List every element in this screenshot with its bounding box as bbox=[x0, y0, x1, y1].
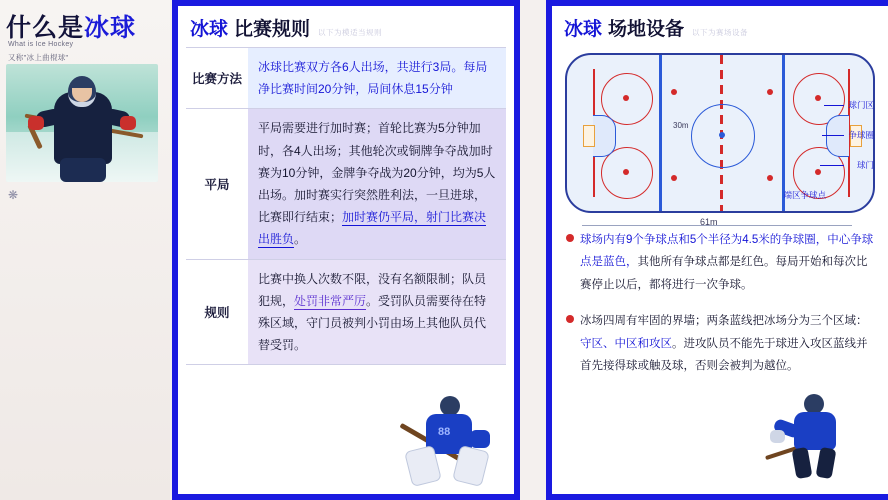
rink-faceoff-dot bbox=[815, 169, 821, 175]
skater-leg-right bbox=[816, 447, 837, 479]
bullet-text bbox=[580, 310, 874, 377]
rule-body bbox=[248, 260, 506, 365]
bullet-text-part: 区域： bbox=[833, 315, 868, 328]
rink-faceoff-dot bbox=[815, 95, 821, 101]
subtitle-chinese: 又称"冰上曲棍球" bbox=[8, 53, 69, 62]
rink-faceoff-dot bbox=[767, 89, 773, 95]
bullet-text-part: 其他所有争球点都是红色。每 bbox=[637, 256, 787, 269]
goalie-glove bbox=[470, 430, 490, 448]
rule-text-line: 殊区域，守门员被判小罚由场上其他队员代 bbox=[258, 315, 487, 330]
bullet-text-part: 入攻区蓝线并首先接得球或触及球， bbox=[580, 337, 868, 373]
callout-leader-line bbox=[824, 105, 844, 106]
rules-heading bbox=[178, 6, 514, 45]
rink-surface bbox=[565, 53, 875, 213]
venue-panel-inner bbox=[552, 6, 888, 494]
rink-goal-crease bbox=[826, 115, 849, 157]
list-item bbox=[566, 229, 874, 296]
skater-jersey bbox=[794, 412, 836, 450]
subtitle-english: What is Ice Hockey bbox=[8, 41, 74, 48]
skater-glove bbox=[770, 430, 785, 443]
rules-panel bbox=[172, 0, 520, 500]
goalie-illustration bbox=[400, 396, 496, 488]
callout-faceoff-circle: 争球圈 bbox=[848, 130, 874, 140]
rule-label: 规则 bbox=[186, 260, 248, 365]
bullet-text-part: 守区、中区和攻区 bbox=[580, 337, 672, 350]
skater-leg-left bbox=[792, 447, 813, 479]
rule-text-highlight: 比赛决出胜负 bbox=[258, 210, 487, 247]
callout-leader-line bbox=[822, 135, 844, 136]
page-title bbox=[6, 8, 136, 44]
rule-body bbox=[248, 109, 506, 258]
rules-heading-dark: 比赛规则 bbox=[234, 19, 311, 40]
rules-heading-note: 以下为模适当规则 bbox=[318, 28, 383, 37]
venue-panel bbox=[546, 0, 888, 500]
rink-faceoff-dot bbox=[623, 169, 629, 175]
rule-text-line: 犯规， bbox=[258, 293, 295, 308]
goalie-helmet bbox=[440, 396, 460, 416]
table-row bbox=[186, 109, 506, 259]
left-intro-panel bbox=[0, 0, 170, 500]
photo-glove-left bbox=[28, 116, 44, 130]
table-row bbox=[186, 260, 506, 366]
rule-text-line: 为5人出场。加时赛实行突然胜利法，一旦 bbox=[258, 165, 496, 202]
bullet-text-part: 否则会被判为越位。 bbox=[695, 360, 799, 373]
venue-heading bbox=[552, 6, 888, 45]
photo-glove-right bbox=[120, 116, 136, 130]
rink-faceoff-dot bbox=[767, 175, 773, 181]
bullet-text-part: 局开始和每次比赛停止以后，都将进行一次争球。 bbox=[580, 256, 868, 291]
rink-goal-crease bbox=[593, 115, 616, 157]
rule-text-line: 冰球比赛双方各6人出场，共进行3局。每局 bbox=[258, 60, 488, 74]
hockey-player-photo bbox=[6, 64, 158, 182]
rink-center-faceoff-dot bbox=[719, 132, 725, 138]
rule-text-line: 平局需要进行加时赛；首轮比赛为5分钟加 bbox=[258, 121, 481, 136]
rule-label: 比赛方法 bbox=[186, 48, 248, 108]
list-item bbox=[566, 310, 874, 377]
venue-heading-blue: 冰球 bbox=[564, 19, 603, 40]
rink-blue-line bbox=[782, 55, 785, 211]
rules-heading-blue: 冰球 bbox=[190, 19, 229, 40]
bullet-dot-icon bbox=[566, 234, 574, 242]
rule-text-line: 。 bbox=[294, 232, 307, 247]
rule-text-line: 进球，比赛即行结束； bbox=[258, 187, 487, 225]
callout-goal: 球门 bbox=[856, 160, 874, 170]
goalie-jersey-number: 88 bbox=[438, 426, 451, 438]
rule-body bbox=[248, 48, 506, 108]
venue-heading-dark: 场地设备 bbox=[608, 19, 685, 40]
rule-text-line: 时赛为10分钟，金牌争夺战为20分钟，均 bbox=[258, 143, 493, 180]
callout-goal-area: 球门区 bbox=[848, 100, 874, 110]
rules-table bbox=[186, 47, 506, 365]
rink-blue-line bbox=[659, 55, 662, 211]
bullet-text-part: 中心争球点是蓝色， bbox=[580, 234, 874, 269]
rule-label: 平局 bbox=[186, 109, 248, 258]
rink-faceoff-dot bbox=[671, 89, 677, 95]
photo-player-legs bbox=[60, 158, 106, 182]
rule-text-highlight: 加时赛仍平局，射门 bbox=[342, 210, 451, 225]
venue-heading-note: 以下为赛场设备 bbox=[692, 28, 749, 37]
bullet-text bbox=[580, 229, 874, 296]
callout-end-zone-faceoff: 端区争球点 bbox=[783, 190, 826, 200]
table-row bbox=[186, 48, 506, 109]
rink-goal bbox=[583, 125, 595, 147]
rink-length-label: 61m bbox=[700, 217, 718, 227]
rule-text-line: 比赛中换人次数不限，没有名额限制；队员 bbox=[258, 271, 487, 286]
rule-text-line: 替受罚。 bbox=[258, 338, 307, 353]
rink-width-label: 30m bbox=[673, 121, 689, 130]
rule-text-line: 时，各4人出场；其他轮次或铜牌争夺战加 bbox=[258, 143, 481, 158]
rink-diagram bbox=[562, 53, 878, 227]
callout-leader-line bbox=[820, 165, 844, 166]
bullet-text-part: 冰场四周有牢固的界墙；两条蓝线把冰场分为三个 bbox=[580, 315, 833, 328]
bullet-text-part: 球场内有9个争球点和5个半径为4.5米的争球圈， bbox=[580, 234, 828, 246]
rule-text-line: 净比赛时间20分钟，局间休息15分钟 bbox=[258, 82, 453, 97]
page-title-accent: 冰球 bbox=[84, 14, 137, 42]
page-title-plain: 什么是 bbox=[6, 14, 85, 42]
rink-faceoff-dot bbox=[623, 95, 629, 101]
skater-illustration bbox=[770, 394, 862, 488]
rule-text-highlight: 处罚非常严厉 bbox=[294, 293, 367, 308]
skater-helmet bbox=[804, 394, 824, 414]
bullet-dot-icon bbox=[566, 315, 574, 323]
bullet-text-part: 。进攻队员不能先于球进 bbox=[672, 337, 799, 350]
rink-faceoff-dot bbox=[671, 175, 677, 181]
rules-panel-inner bbox=[178, 6, 514, 494]
venue-bullet-list bbox=[566, 229, 874, 378]
rule-text-line: 。受罚队员需要待在特 bbox=[366, 293, 487, 308]
snowflake-icon: ❋ bbox=[8, 188, 19, 202]
